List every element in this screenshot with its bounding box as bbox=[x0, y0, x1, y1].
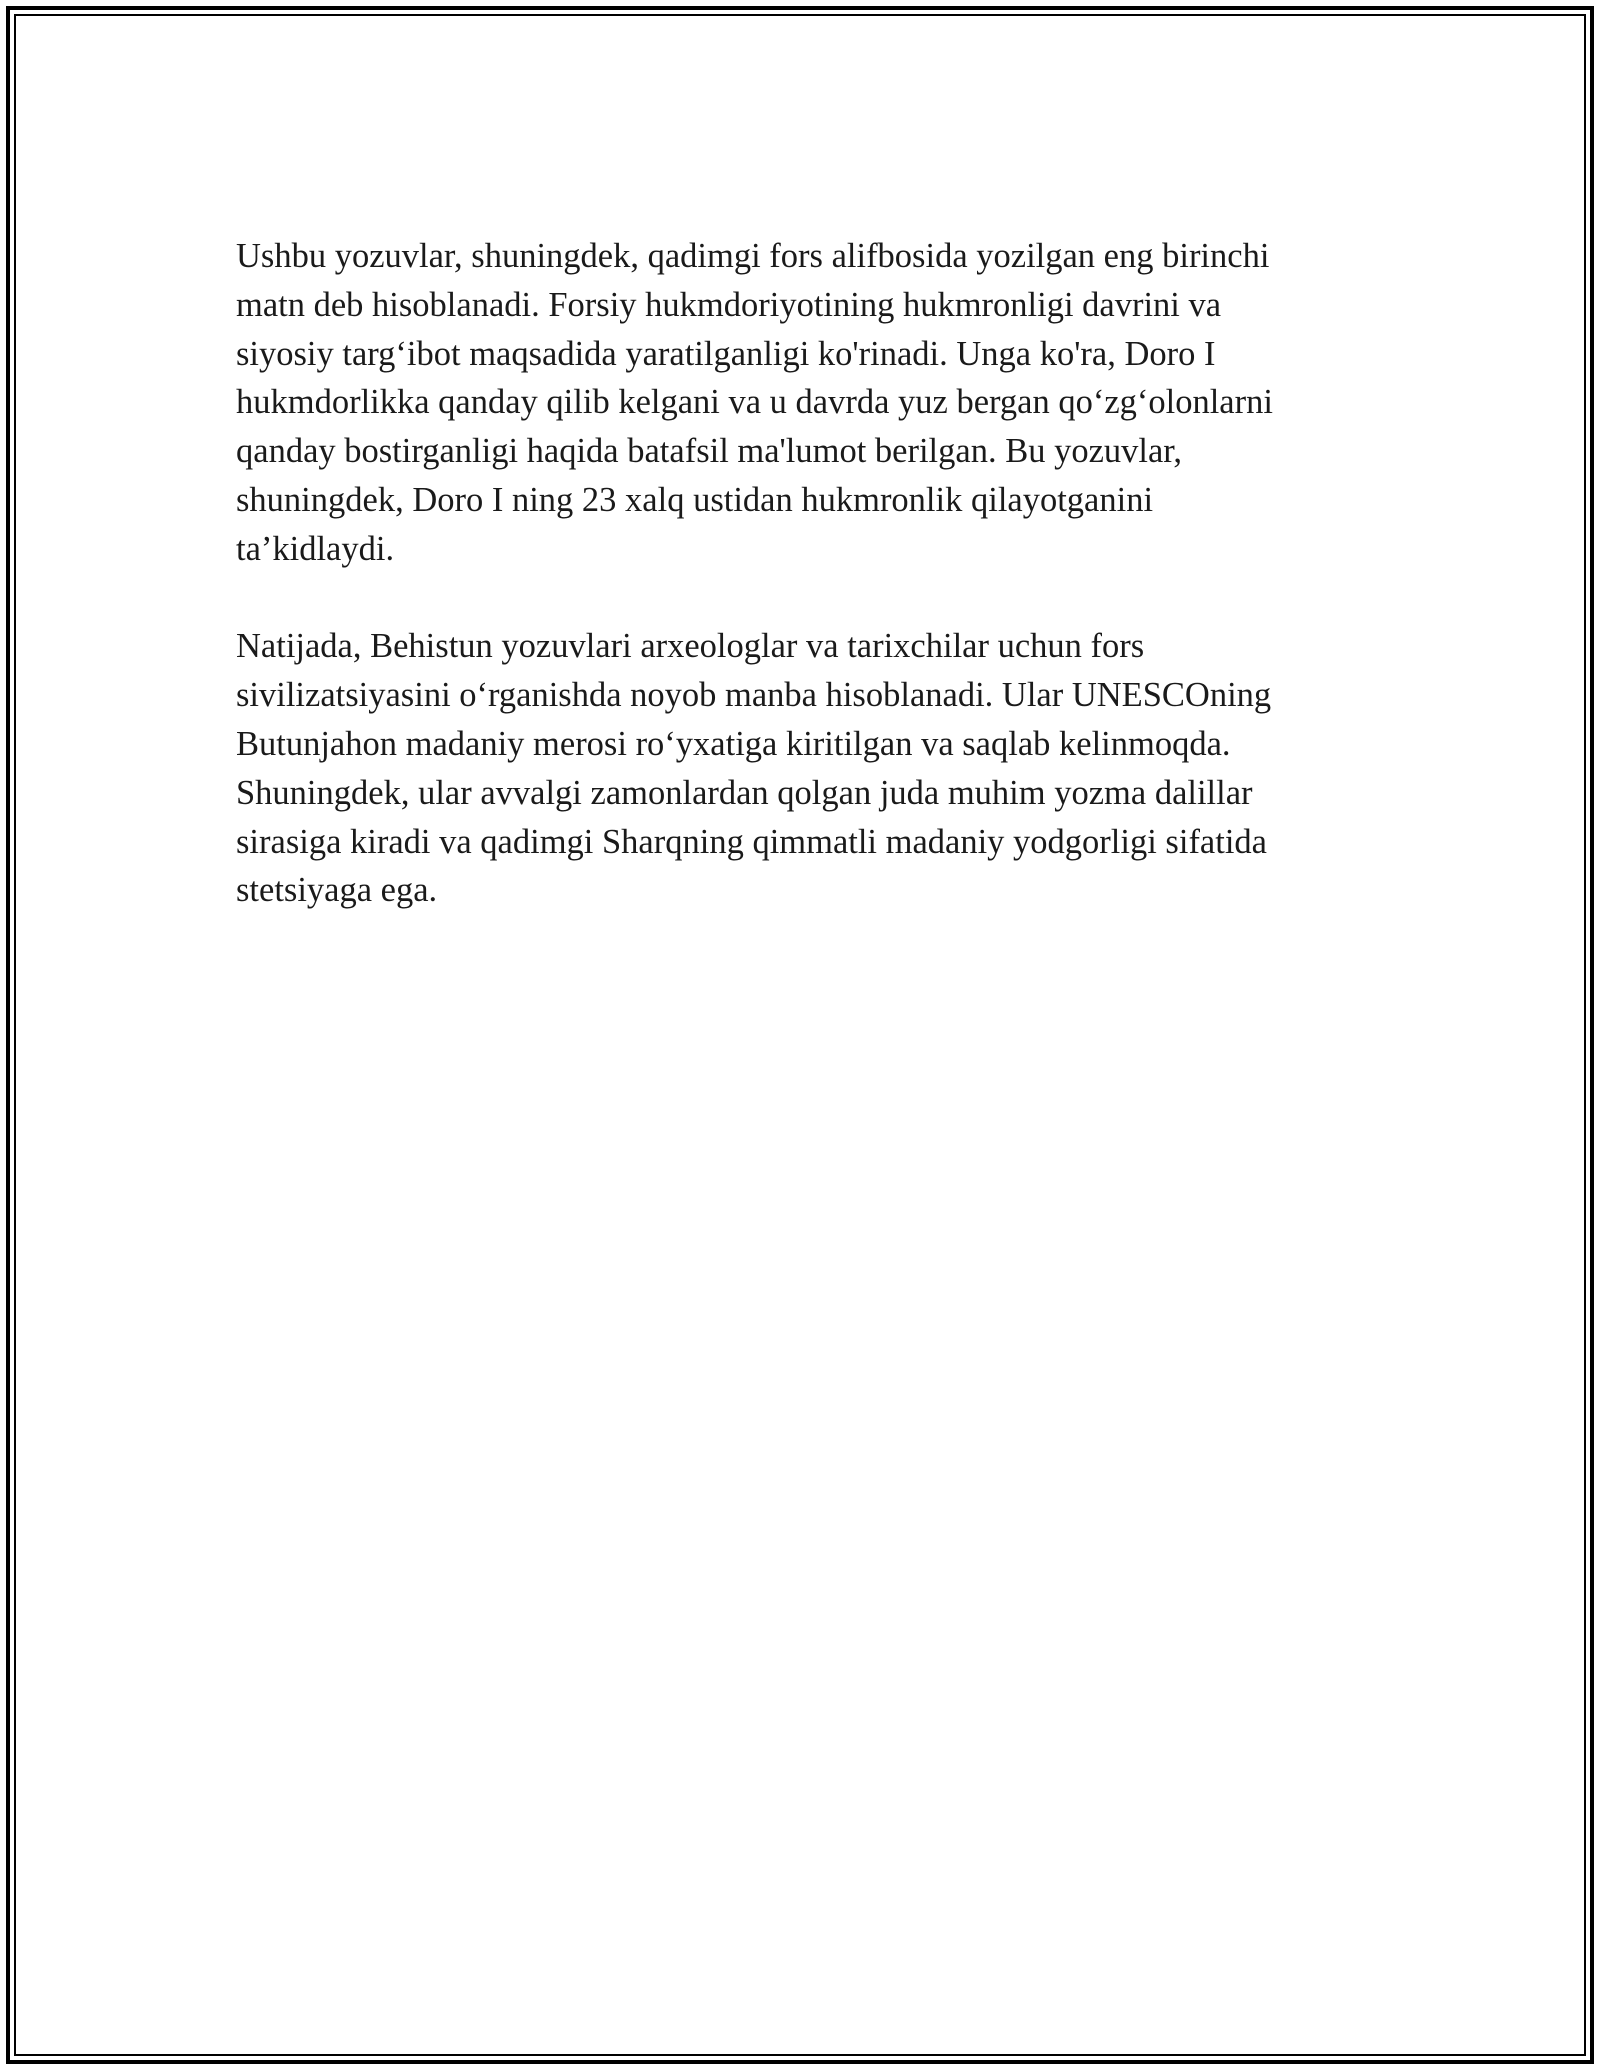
text-line: hukmdorlikka qanday qilib kelgani va u davrda yuz bergan qo‘zg‘olonlarni bbox=[236, 383, 1273, 422]
paragraph-1 bbox=[236, 232, 1376, 574]
document-body bbox=[236, 232, 1376, 915]
text-line: sirasiga kiradi va qadimgi Sharqning qimmatli madaniy yodgorligi sifatida bbox=[236, 822, 1267, 861]
text-line: Shuningdek, ular avvalgi zamonlardan qolgan juda muhim yozma dalillar bbox=[236, 773, 1253, 812]
paragraph-2 bbox=[236, 622, 1376, 915]
text-line: stetsiyaga ega. bbox=[236, 871, 438, 910]
text-line: matn deb hisoblanadi. Forsiy hukmdoriyotining hukmronligi davrini va bbox=[236, 285, 1222, 324]
text-line: ta’kidlaydi. bbox=[236, 529, 395, 568]
text-line: Ushbu yozuvlar, shuningdek, qadimgi fors alifbosida yozilgan eng birinchi bbox=[236, 237, 1270, 275]
text-line: Natijada, Behistun yozuvlari arxeologlar va tarixchilar uchun fors bbox=[236, 627, 1145, 666]
text-line: sivilizatsiyasini o‘rganishda noyob manba hisoblanadi. Ular UNESCOning bbox=[236, 676, 1272, 715]
text-line: qanday bostirganligi haqida batafsil ma'lumot berilgan. Bu yozuvlar, bbox=[236, 432, 1183, 471]
text-line: siyosiy targ‘ibot maqsadida yaratilganligi ko'rinadi. Unga ko'ra, Doro I bbox=[236, 334, 1216, 373]
text-line: Butunjahon madaniy merosi ro‘yxatiga kiritilgan va saqlab kelinmoqda. bbox=[236, 724, 1231, 763]
text-line: shuningdek, Doro I ning 23 xalq ustidan hukmronlik qilayotganini bbox=[236, 480, 1154, 519]
